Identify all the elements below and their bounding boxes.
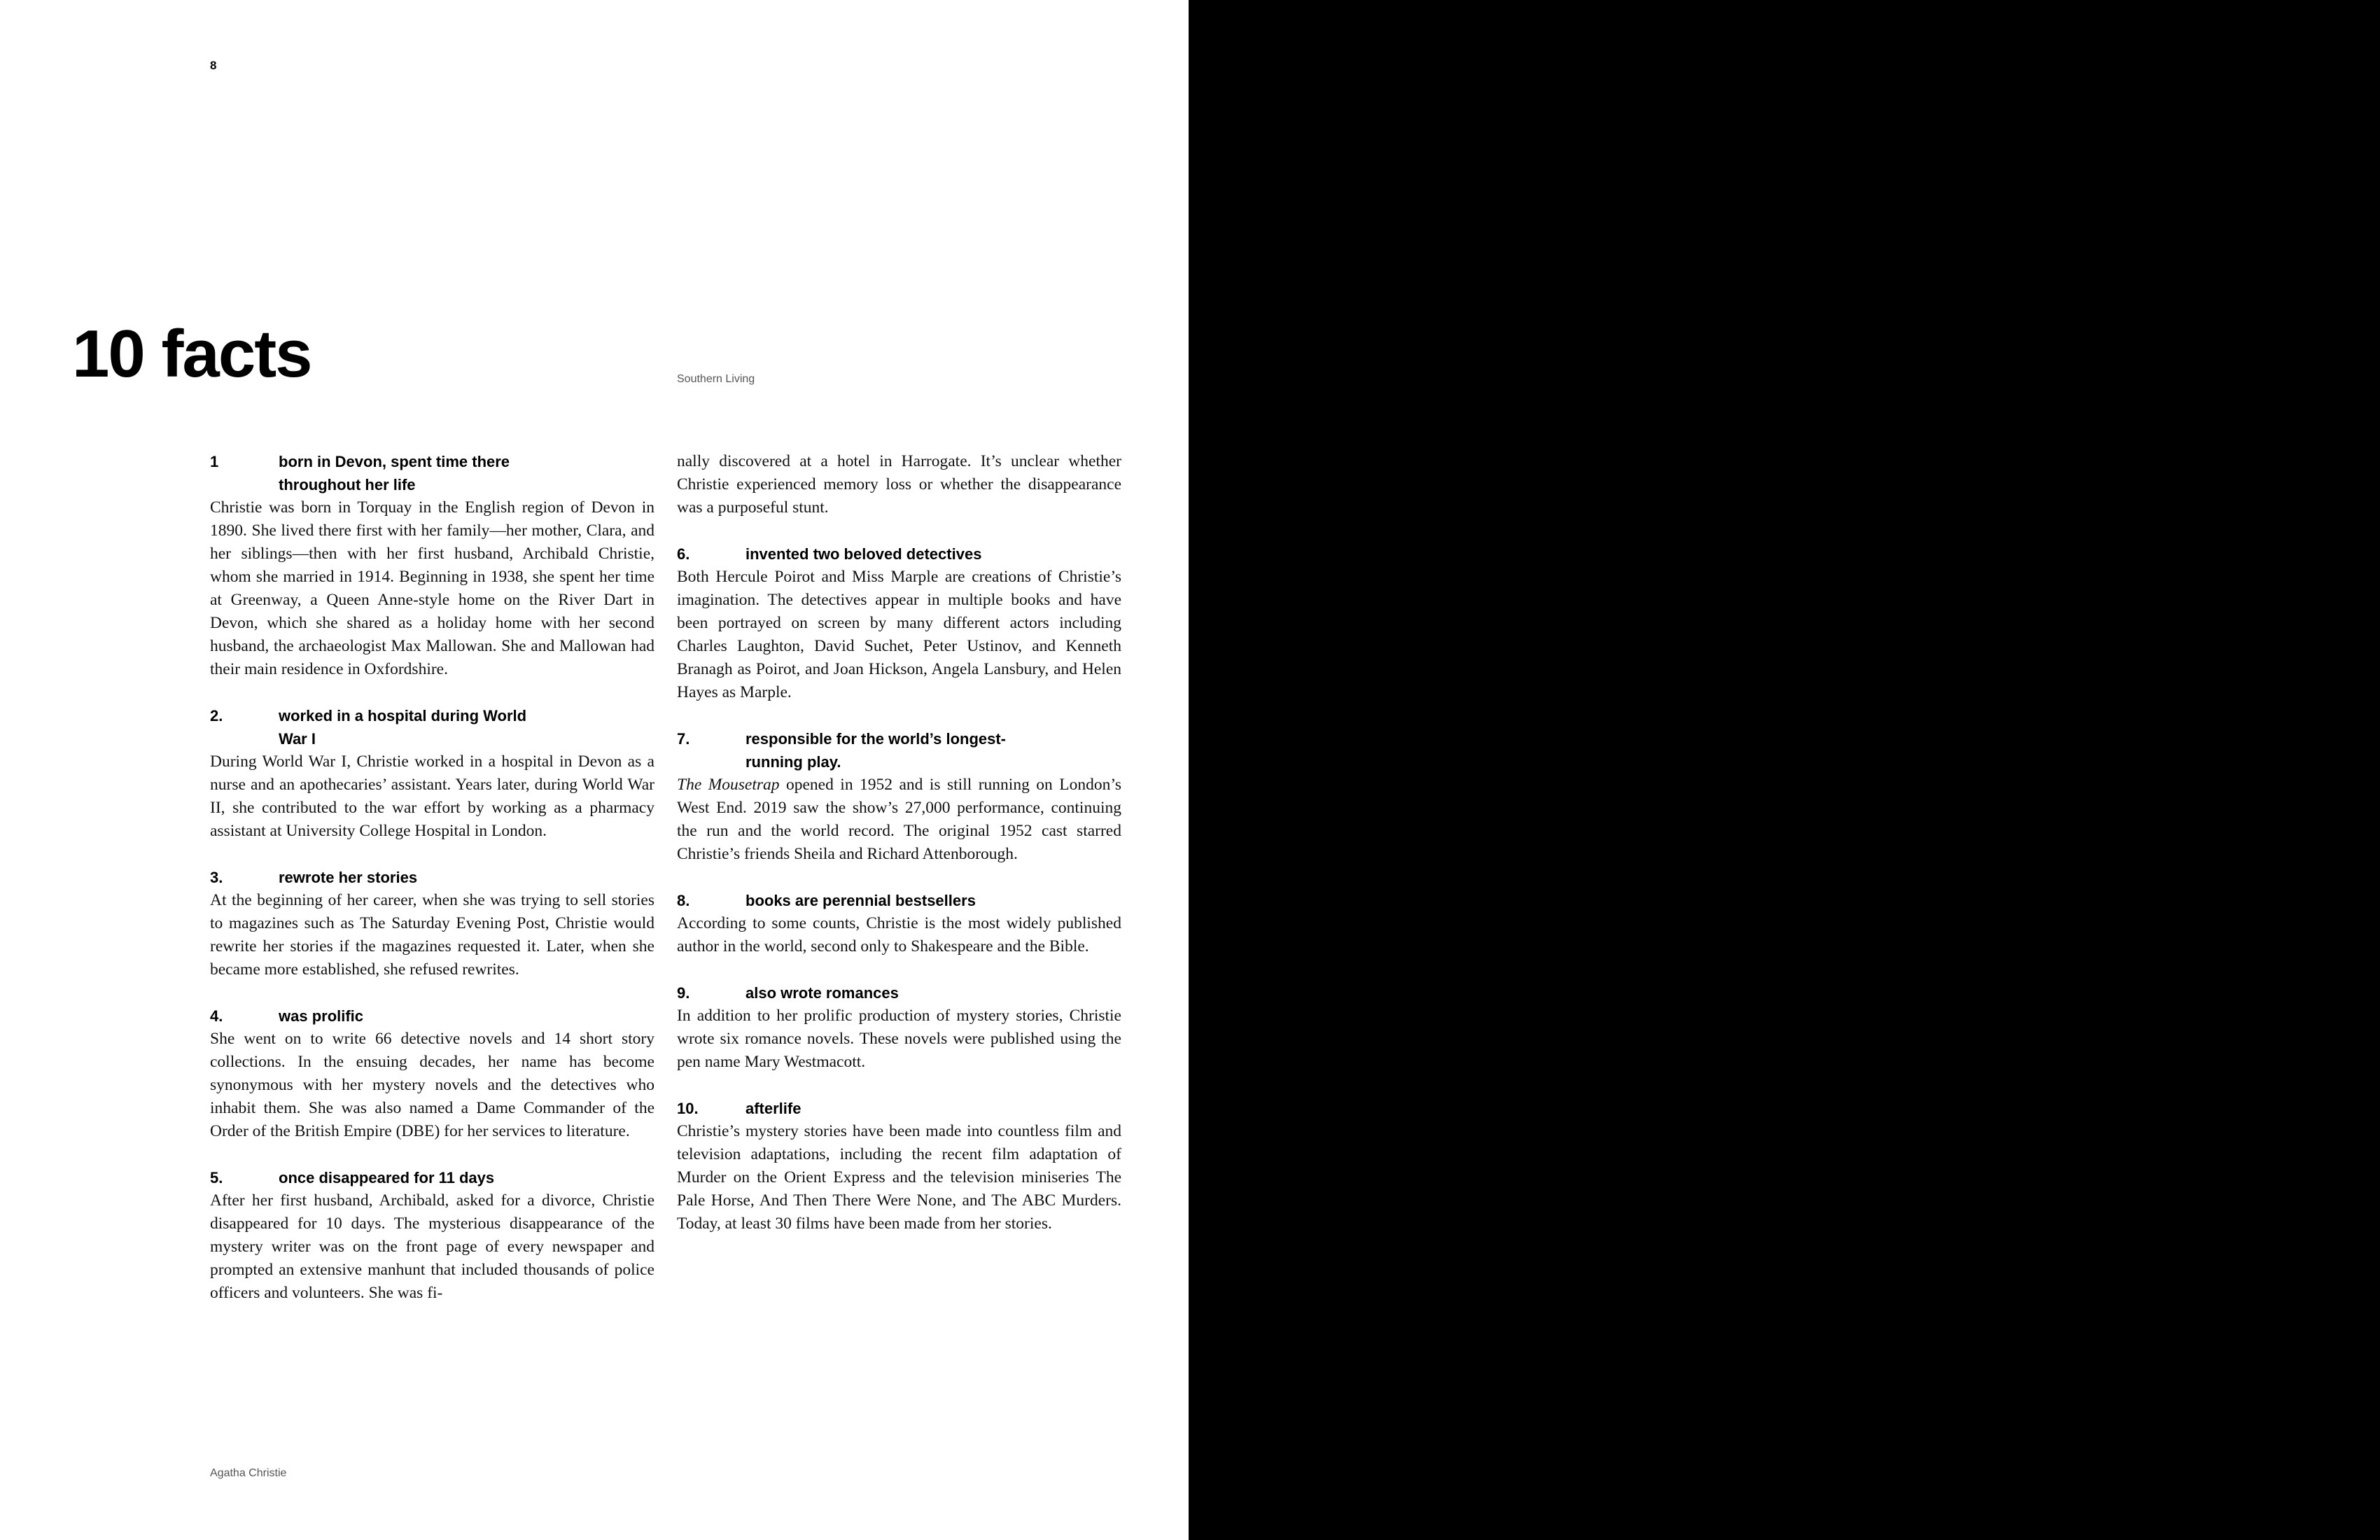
fact-title: once disappeared for 11 days — [279, 1169, 495, 1186]
fact-number: 5. — [210, 1169, 223, 1186]
fact-title: born in Devon, spent time there throughout her life — [279, 453, 510, 493]
fact-number: 7. — [677, 730, 690, 748]
fact-body: In addition to her prolific production of mystery stories, Christie wrote six romance novels. These novels were published using the pen name Mary Westmacott. — [677, 1007, 1121, 1071]
source-credit: Southern Living — [677, 373, 755, 385]
fact-heading — [677, 981, 1121, 1004]
fact-heading — [677, 1097, 1121, 1120]
fact-item — [210, 1004, 654, 1143]
text-column-left — [210, 450, 654, 1328]
fact-body: At the beginning of her career, when she was trying to sell stories to magazines such as The Saturday Evening Post, Christie would rewrite her stories if the magazines requested it. Later, when she became more established, she refused rewrites. — [210, 891, 654, 979]
fact-title: invented two beloved detectives — [746, 545, 982, 563]
fact-item — [677, 727, 1121, 866]
fact-number: 2. — [210, 707, 223, 724]
fact-item — [677, 981, 1121, 1074]
fact-title: books are perennial bestsellers — [746, 892, 976, 909]
fact-number: 4. — [210, 1007, 223, 1025]
fact-title: was prolific — [279, 1007, 364, 1025]
fact-title: afterlife — [746, 1100, 802, 1117]
page-title: 10 facts — [72, 316, 312, 391]
fact-heading — [677, 542, 1121, 566]
fact-item — [210, 866, 654, 981]
fact-title: worked in a hospital during World War I — [279, 707, 527, 748]
fact-item — [210, 704, 654, 843]
right-page-black — [1189, 0, 2380, 1540]
fact-title: responsible for the world’s longest-running play. — [746, 730, 1007, 771]
fact-heading — [210, 1166, 654, 1189]
fact-number: 9. — [677, 984, 690, 1002]
fact-item — [677, 1097, 1121, 1236]
fact-item — [210, 1166, 654, 1305]
fact-heading — [210, 704, 654, 750]
fact-number: 8. — [677, 892, 690, 909]
fact-body: According to some counts, Christie is the most widely published author in the world, second only to Shakespeare and the Bible. — [677, 914, 1121, 955]
fact-item — [677, 542, 1121, 704]
fact-body: Christie was born in Torquay in the English region of Devon in 1890. She lived there first with her family—her mother, Clara, and her siblings—then with her first husband, Archibald Christie, whom she married in 1914. Beginning in 1938, she spent her time at Greenway, a Queen Anne-style home on the River Dart in Devon, which she shared as a holiday home with her second husband, the archaeologist Max Mallowan. She and Mallowan had their main residence in Oxfordshire. — [210, 498, 654, 678]
fact-item — [210, 450, 654, 681]
fact-body: During World War I, Christie worked in a hospital in Devon as a nurse and an apothecaries’ assistant. Years later, during World War II, she contributed to the war effort by working as a pharmacy assistant at University College Hospital in London. — [210, 752, 654, 840]
fact-title: rewrote her stories — [279, 869, 418, 886]
fact-number: 1 — [210, 453, 219, 470]
fact-body-text: opened in 1952 and is still running on London’s West End. 2019 saw the show’s 27,000 performance, continuing the run and the world record. The original 1952 cast starred Christie’s friends Sheila and Richard Attenborough. — [677, 776, 1121, 863]
running-footer: Agatha Christie — [210, 1467, 287, 1479]
fact-body-continued: nally discovered at a hotel in Harrogate. It’s unclear whether Christie experienced memory loss or whether the disappearance was a purposeful stunt. — [677, 452, 1121, 517]
fact-body: Both Hercule Poirot and Miss Marple are creations of Christie’s imagination. The detectives appear in multiple books and have been portrayed on screen by many different actors including Charles Laughton, David Suchet, Peter Ustinov, and Kenneth Branagh as Poirot, and Joan Hickson, Angela Lansbury, and Helen Hayes as Marple. — [677, 568, 1121, 701]
fact-body: After her first husband, Archibald, asked for a divorce, Christie disappeared for 10 days. The mysterious disappearance of the mystery writer was on the front page of every newspaper and prompted an extensive manhunt that included thousands of police officers and volunteers. She was fi- — [210, 1191, 654, 1302]
fact-number: 10. — [677, 1100, 699, 1117]
fact-heading — [210, 1004, 654, 1028]
left-page — [0, 0, 1189, 1540]
page-number: 8 — [210, 59, 217, 72]
fact-body: Christie’s mystery stories have been made into countless film and television adaptations, including the recent film adaptation of Murder on the Orient Express and the television miniseries The Pale Horse, And Then There Were None, and The ABC Murders. Today, at least 30 films have been made from her stories. — [677, 1122, 1121, 1233]
fact-heading — [210, 450, 654, 496]
play-title: The Mousetrap — [677, 776, 780, 794]
fact-body — [677, 774, 1121, 866]
fact-number: 3. — [210, 869, 223, 886]
fact-number: 6. — [677, 545, 690, 563]
fact-heading — [677, 727, 1121, 774]
fact-heading — [677, 889, 1121, 912]
fact-heading — [210, 866, 654, 889]
fact-item — [677, 889, 1121, 958]
fact-body: She went on to write 66 detective novels and 14 short story collections. In the ensuing decades, her name has become synonymous with her mystery novels and the detectives who inhabit them. She was also named a Dame Commander of the Order of the British Empire (DBE) for her services to literature. — [210, 1030, 654, 1140]
fact-title: also wrote romances — [746, 984, 899, 1002]
text-column-right — [677, 450, 1121, 1259]
